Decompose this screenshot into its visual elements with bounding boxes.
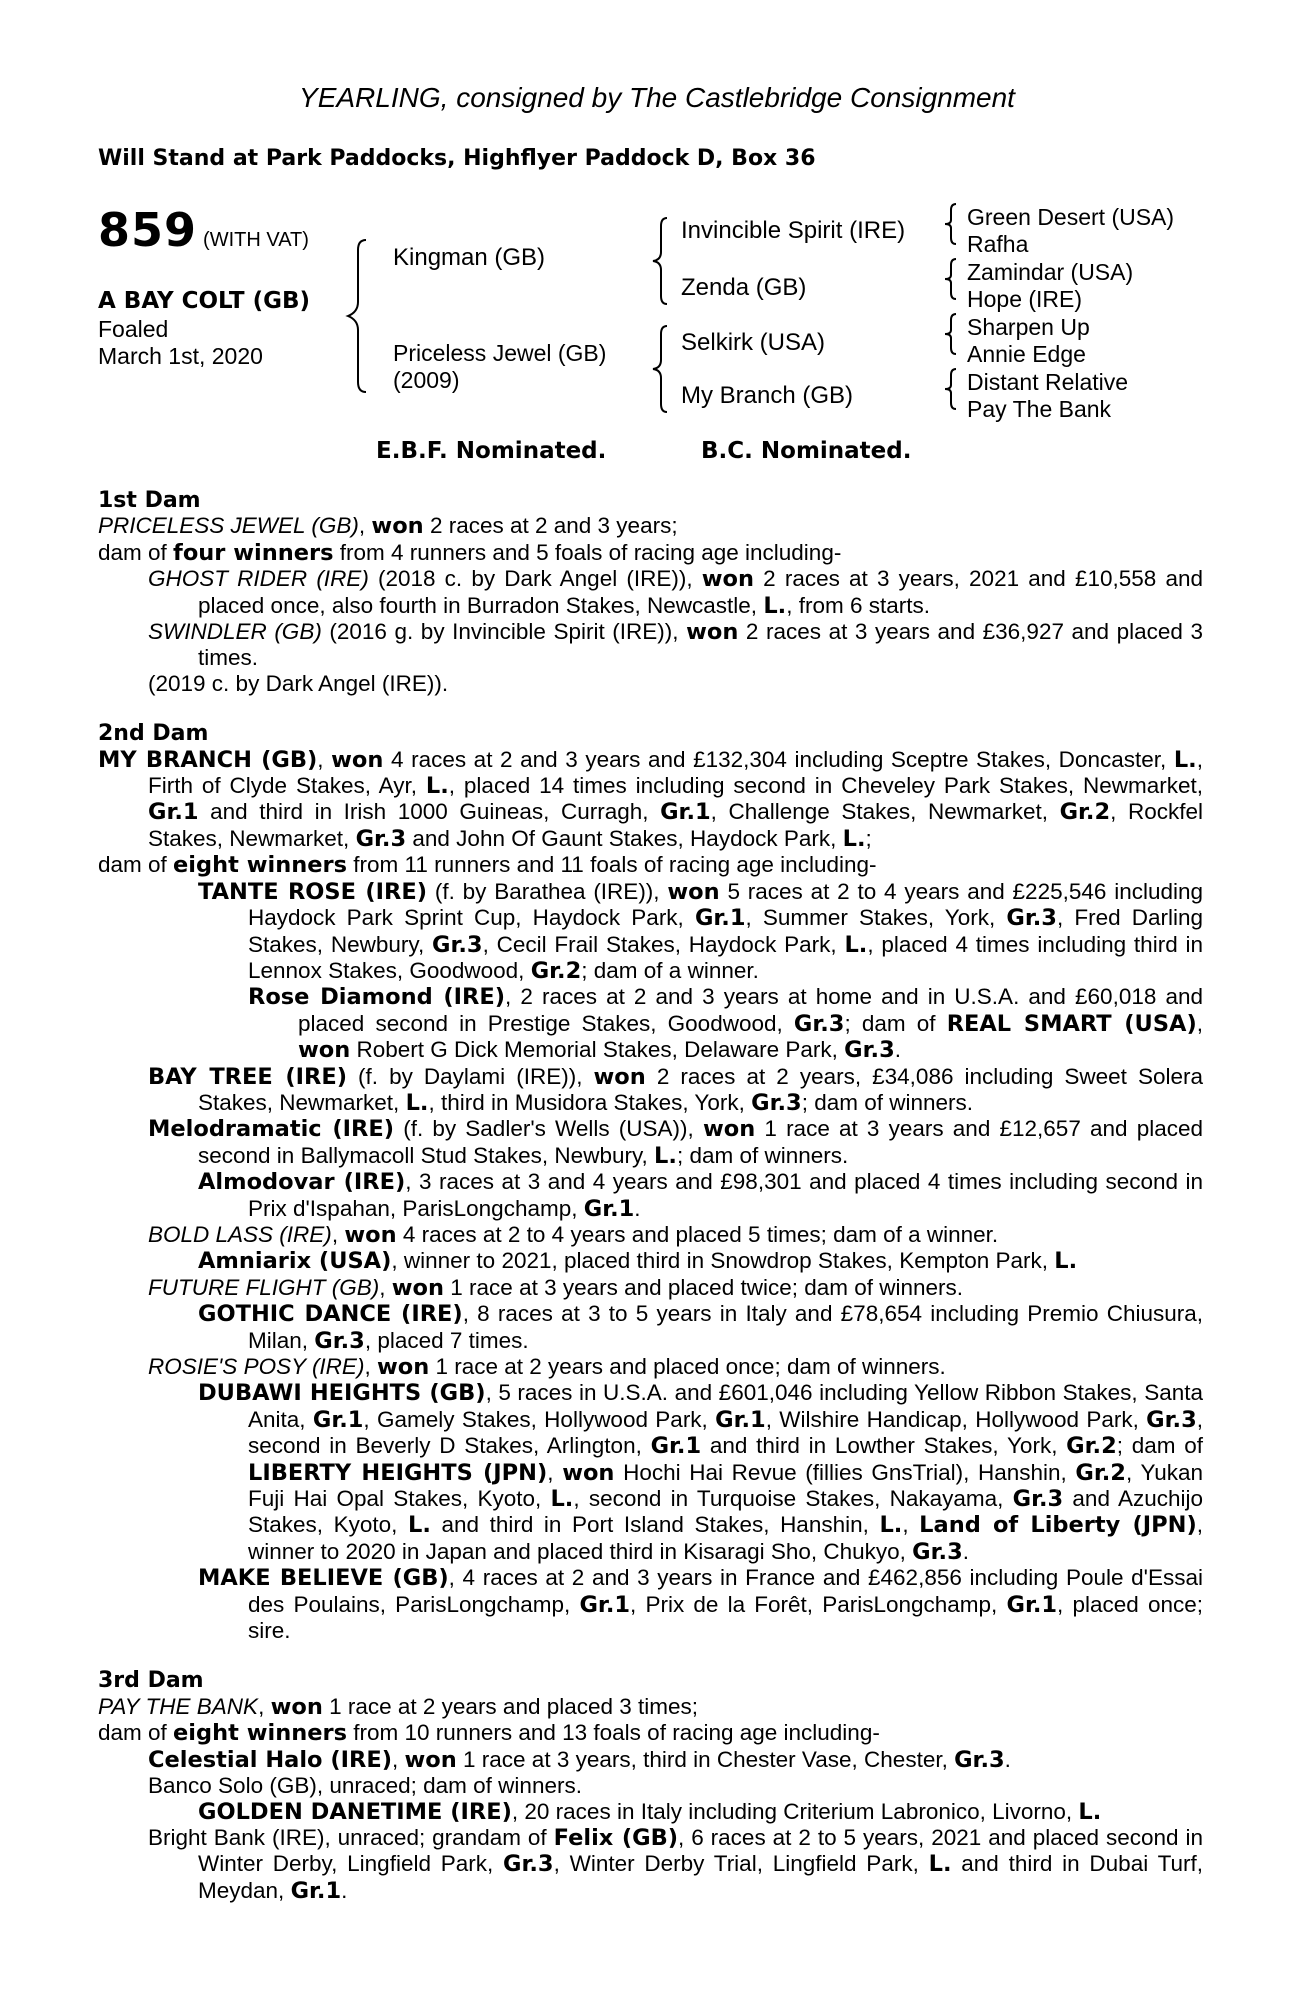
pedigree-dam-year: (2009) [393, 367, 460, 393]
pedigree-dam-name: Priceless Jewel (GB) [393, 340, 607, 366]
page-header: YEARLING, consigned by The Castlebridge Consignment [299, 82, 1015, 113]
pedigree-brace-g3 [938, 310, 960, 358]
dam2-progeny: TANTE ROSE (IRE) (f. by Barathea (IRE)), won 5 races at 2 to 4 years and £225,546 including Haydock Park Sprint Cup, Haydock Park, Gr.1, Summer Stakes, York, Gr.3, Fred Darling Stakes, Newbury, Gr.3, Cecil Frail Stakes, Haydock Park, L., placed 4 times including third in Lennox Stakes, Goodwood, Gr.2; dam of a winner. [198, 878, 1204, 984]
pedigree-g6: Annie Edge [967, 341, 1086, 367]
dam3-line: dam of eight winners from 10 runners and 13 foals of racing age including- [98, 1720, 880, 1747]
pedigree-brace-g1 [938, 200, 960, 248]
dam3-progeny: GOLDEN DANETIME (IRE), 20 races in Italy including Criterium Labronico, Livorno, L. [198, 1798, 1102, 1825]
lot-number: 859 [98, 203, 198, 257]
dam3-progeny: Celestial Halo (IRE), won 1 race at 3 years, third in Chester Vase, Chester, Gr.3. [148, 1746, 1011, 1773]
stand-location: Will Stand at Park Paddocks, Highflyer Paddock D, Box 36 [98, 146, 816, 171]
dam2-line: dam of eight winners from 11 runners and 11 foals of racing age including- [98, 852, 877, 879]
dam2-progeny: Almodovar (IRE), 3 races at 3 and 4 years and £98,301 and placed 4 times including second in Prix d'Ispahan, ParisLongchamp, Gr.1. [198, 1169, 1203, 1222]
pedigree-g2: Rafha [967, 231, 1029, 257]
dam2-progeny: BAY TREE (IRE) (f. by Daylami (IRE)), won 2 races at 2 years, £34,086 including Sweet Solera Stakes, Newmarket, L., third in Musidora Stakes, York, Gr.3; dam of winners. [148, 1063, 1203, 1116]
dam2-line: MY BRANCH (GB), won 4 races at 2 and 3 years and £132,304 including Sceptre Stakes, Doncaster, L., Firth of Clyde Stakes, Ayr, L., placed 14 times including second in Cheveley Park Stakes, Newmarket, Gr.1 and third in Irish 1000 Guineas, Curragh, Gr.1, Challenge Stakes, Newmarket, Gr.2, Rockfel Stakes, Newmarket, Gr.3 and John Of Gaunt Stakes, Haydock Park, L.; [98, 746, 1204, 852]
pedigree-dam-dam: My Branch (GB) [681, 382, 854, 409]
pedigree-g3: Zamindar (USA) [967, 259, 1134, 285]
dam2-progeny: ROSIE'S POSY (IRE), won 1 race at 2 years and placed once; dam of winners. [148, 1354, 946, 1380]
pedigree-brace-main [340, 236, 370, 396]
pedigree-gen3-4 [967, 369, 1128, 423]
dam1-line: PRICELESS JEWEL (GB), won 2 races at 2 and 3 years; [98, 513, 678, 540]
pedigree-dam [393, 340, 606, 394]
vat-note: (WITH VAT) [203, 229, 309, 251]
pedigree-sire-sire: Invincible Spirit (IRE) [681, 217, 906, 244]
dam2-progeny: Amniarix (USA), winner to 2021, placed third in Snowdrop Stakes, Kempton Park, L. [198, 1248, 1078, 1275]
ebf-nominated: E.B.F. Nominated. [376, 438, 607, 464]
dam2-progeny: FUTURE FLIGHT (GB), won 1 race at 3 years and placed twice; dam of winners. [148, 1274, 964, 1301]
pedigree-g1: Green Desert (USA) [967, 204, 1175, 230]
dam1-progeny: SWINDLER (GB) (2016 g. by Invincible Spirit (IRE)), won 2 races at 3 years and £36,927 and placed 3 times. [148, 619, 1204, 671]
pedigree-g4: Hope (IRE) [967, 286, 1083, 312]
dam2-progeny: MAKE BELIEVE (GB), 4 races at 2 and 3 years in France and £462,856 including Poule d'Essai des Poulains, ParisLongchamp, Gr.1, Prix de la Forêt, ParisLongchamp, Gr.1, placed once; sire. [198, 1565, 1203, 1644]
pedigree-brace-g2 [938, 255, 960, 303]
dam3-progeny: Banco Solo (GB), unraced; dam of winners. [148, 1773, 582, 1799]
pedigree-brace-g4 [938, 365, 960, 413]
dam1-line: dam of four winners from 4 runners and 5 foals of racing age including- [98, 539, 842, 566]
bc-nominated: B.C. Nominated. [701, 438, 912, 464]
dam2-progeny: GOTHIC DANCE (IRE), 8 races at 3 to 5 years in Italy and £78,654 including Premio Chiusura, Milan, Gr.3, placed 7 times. [198, 1301, 1204, 1354]
pedigree-gen3-2 [967, 259, 1133, 313]
dam2-progeny: Rose Diamond (IRE), 2 races at 2 and 3 years at home and in U.S.A. and £60,018 and placed second in Prestige Stakes, Goodwood, Gr.3; dam of REAL SMART (USA), won Robert G Dick Memorial Stakes, Delaware Park, Gr.3. [248, 984, 1203, 1064]
pedigree-g8: Pay The Bank [967, 396, 1112, 422]
dam3-line: PAY THE BANK, won 1 race at 2 years and placed 3 times; [98, 1693, 699, 1720]
pedigree-notes [98, 488, 1203, 1904]
pedigree-gen3-1 [967, 204, 1174, 258]
horse-description: A BAY COLT (GB) [98, 288, 311, 314]
pedigree-g7: Distant Relative [967, 369, 1129, 395]
dam1-progeny: (2019 c. by Dark Angel (IRE)). [148, 670, 449, 696]
dam1-progeny: GHOST RIDER (IRE) (2018 c. by Dark Angel (IRE)), won 2 races at 3 years, 2021 and £10,558 and placed once, also fourth in Burradon Stakes, Newcastle, L., from 6 starts. [148, 566, 1203, 619]
dam2-progeny: BOLD LASS (IRE), won 4 races at 2 to 4 years and placed 5 times; dam of a winner. [148, 1221, 999, 1248]
foaled-value: March 1st, 2020 [98, 343, 263, 369]
dam3-heading: 3rd Dam [98, 1668, 204, 1694]
dam2-heading: 2nd Dam [98, 721, 209, 747]
pedigree-gen3-3 [967, 314, 1090, 368]
pedigree-brace-dam [643, 322, 673, 416]
pedigree-sire: Kingman (GB) [393, 244, 546, 271]
pedigree-g5: Sharpen Up [967, 314, 1090, 340]
lot-number-block [98, 203, 309, 257]
dam2-progeny: Melodramatic (IRE) (f. by Sadler's Wells (USA)), won 1 race at 3 years and £12,657 and placed second in Ballymacoll Stud Stakes, Newbury, L.; dam of winners. [148, 1116, 1204, 1169]
dam3-progeny: Bright Bank (IRE), unraced; grandam of Felix (GB), 6 races at 2 to 5 years, 2021 and placed second in Winter Derby, Lingfield Park, Gr.3, Winter Derby Trial, Lingfield Park, L. and third in Dubai Turf, Meydan, Gr.1. [148, 1824, 1203, 1904]
dam2-progeny: DUBAWI HEIGHTS (GB), 5 races in U.S.A. and £601,046 including Yellow Ribbon Stakes, Santa Anita, Gr.1, Gamely Stakes, Hollywood Park, Gr.1, Wilshire Handicap, Hollywood Park, Gr.3, second in Beverly D Stakes, Arlington, Gr.1 and third in Lowther Stakes, York, Gr.2; dam of LIBERTY HEIGHTS (JPN), won Hochi Hai Revue (fillies GnsTrial), Hanshin, Gr.2, Yukan Fuji Hai Opal Stakes, Kyoto, L., second in Turquoise Stakes, Nakayama, Gr.3 and Azuchijo Stakes, Kyoto, L. and third in Port Island Stakes, Hanshin, L., Land of Liberty (JPN), winner to 2020 in Japan and placed third in Kisaragi Sho, Chukyo, Gr.3. [198, 1380, 1203, 1565]
pedigree-dam-sire: Selkirk (USA) [681, 329, 826, 356]
dam1-heading: 1st Dam [98, 488, 201, 513]
foaled-label: Foaled [98, 316, 169, 342]
foaled-date [98, 316, 263, 370]
pedigree-sire-dam: Zenda (GB) [681, 274, 807, 301]
pedigree-brace-sire [643, 214, 673, 308]
